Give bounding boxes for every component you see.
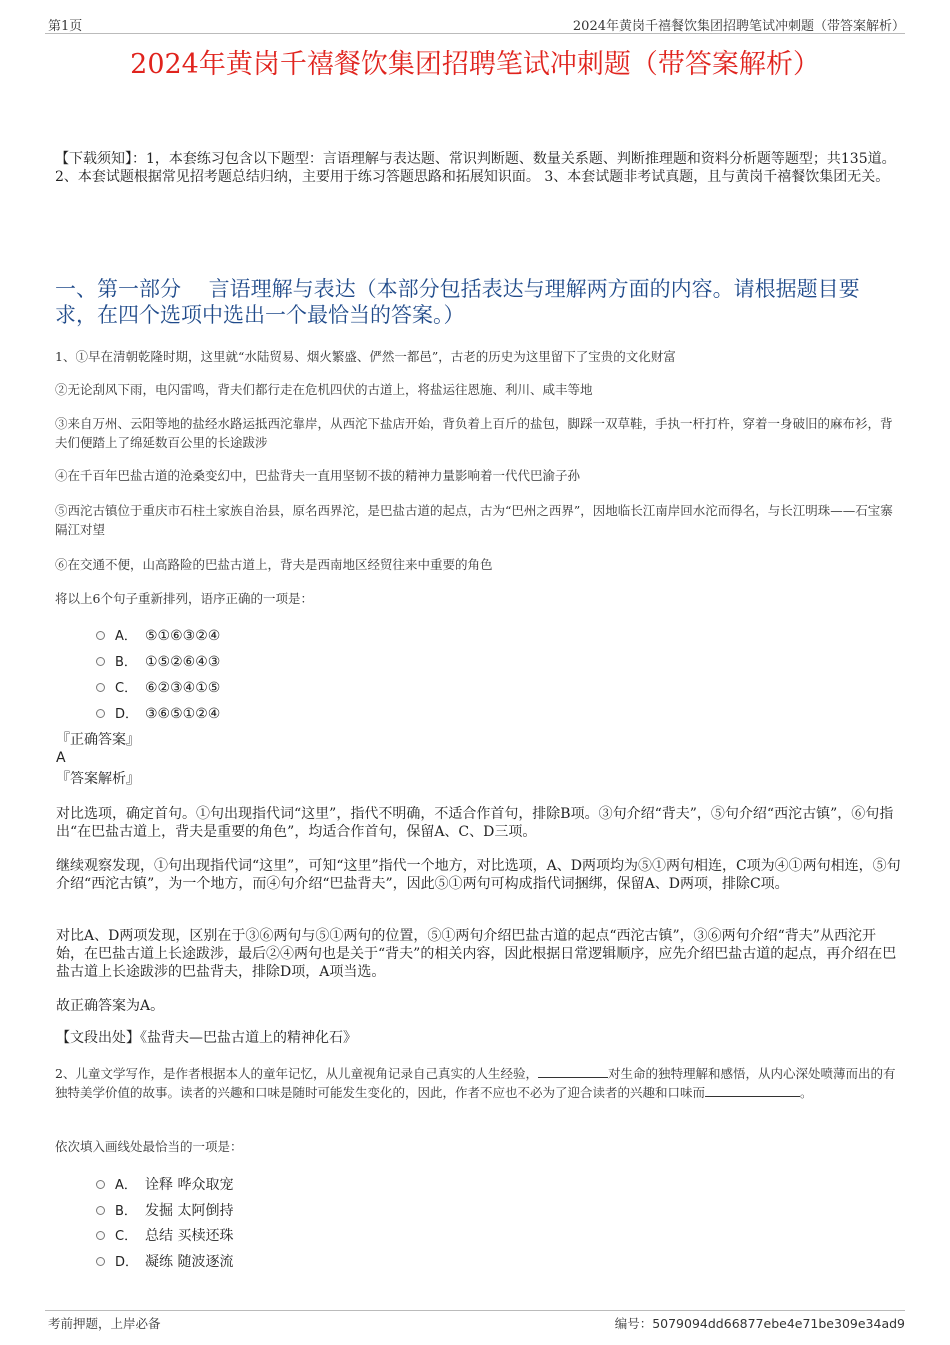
analysis-title: 『答案解析』: [56, 771, 140, 787]
q1-sentence-3: ③来自万州、云阳等地的盐经水路运抵西沱靠岸，从西沱下盐店开始，背负着上百斤的盐包，脚踩一双草鞋，手执一杆打杵，穿着一身破旧的麻布衫，背夫们便踏上了绵延数百公里的长途跋涉: [55, 416, 893, 450]
q1-sentence-1: 1、①早在清朝乾隆时期，这里就“水陆贸易、烟火繁盛、俨然一都邑”，古老的历史为这里留下了宝贵的文化财富: [55, 349, 676, 364]
analysis-paragraph: 故正确答案为A。: [56, 998, 165, 1014]
q1-option-b[interactable]: B． ①⑤②⑥④③: [96, 651, 220, 670]
radio-icon[interactable]: [96, 657, 105, 666]
header-divider: [45, 33, 905, 34]
fill-blank-1: [538, 1065, 608, 1078]
q2-option-c[interactable]: C． 总结 买椟还珠: [96, 1225, 233, 1245]
page-number: 第1页: [48, 19, 83, 34]
q1-option-c[interactable]: C． ⑥②③④①⑤: [96, 677, 220, 696]
radio-icon[interactable]: [96, 709, 105, 718]
analysis-paragraph: 继续观察发现，①句出现指代词“这里”，可知“这里”指代一个地方，对比选项，A、D两项均为⑤①两句相连，C项为④①两句相连，⑤句介绍“西沱古镇”，为一个地方，而④句介绍“巴盐背夫”，因此⑤①两句可构成指代词捆绑，保留A、D两项，排除C项。: [56, 858, 901, 892]
footer-slogan: 考前押题，上岸必备: [48, 1316, 161, 1331]
radio-icon[interactable]: [96, 1257, 105, 1266]
header-doc-title: 2024年黄岗千禧餐饮集团招聘笔试冲刺题（带答案解析）: [572, 19, 905, 34]
q1-sentence-4: ④在千百年巴盐古道的沧桑变幻中，巴盐背夫一直用坚韧不拔的精神力量影响着一代代巴渝子孙: [55, 468, 581, 483]
radio-icon[interactable]: [96, 1231, 105, 1240]
radio-icon[interactable]: [96, 631, 105, 640]
section-heading: 一、第一部分 言语理解与表达（本部分包括表达与理解两方面的内容。请根据题目要求，在四个选项中选出一个最恰当的答案。）: [55, 277, 860, 327]
page-title: 2024年黄岗千禧餐饮集团招聘笔试冲刺题（带答案解析）: [130, 49, 820, 80]
footer-divider: [45, 1310, 905, 1311]
q2-option-b[interactable]: B． 发掘 太阿倒持: [96, 1200, 233, 1220]
q1-option-d[interactable]: D． ③⑥⑤①②④: [96, 703, 220, 722]
download-notice: 【下载须知】：1，本套练习包含以下题型：言语理解与表达题、常识判断题、数量关系题、判断推理题和资料分析题等题型；共135道。 2、本套试题根据常见招考题总结归纳，主要用于练习答题思路和拓展知识面。 3、本套试题非考试真题，且与黄岗千禧餐饮集团无关。: [55, 151, 896, 185]
q2-text: 2、儿童文学写作，是作者根据本人的童年记忆，从儿童视角记录自己真实的人生经验， 对生命的独特理解和感悟，从内心深处喷薄而出的有独特美学价值的故事。读者的兴趣和口味是随时可能发生变化的，因此，作者不应也不必为了迎合读者的兴趣和口味而 。: [55, 1066, 896, 1100]
answer-title: 『正确答案』: [56, 732, 140, 748]
fill-blank-2: [705, 1084, 800, 1097]
q2-option-a[interactable]: A． 诠释 哗众取宠: [96, 1174, 233, 1194]
radio-icon[interactable]: [96, 683, 105, 692]
analysis-paragraph: 对比A、D两项发现，区别在于③⑥两句与⑤①两句的位置，⑤①两句介绍巴盐古道的起点“西沱古镇”，③⑥两句介绍“背夫”从西沱开始，在巴盐古道上长途跋涉，最后②④两句也是关于“背夫”的相关内容，因此根据日常逻辑顺序，应先介绍巴盐古道的起点，再介绍在巴盐古道上长途跋涉的巴盐背夫，排除D项，A项当选。: [56, 928, 897, 980]
q1-sentence-5: ⑤西沱古镇位于重庆市石柱土家族自治县，原名西界沱，是巴盐古道的起点，古为“巴州之西界”，因地临长江南岸回水沱而得名，与长江明珠——石宝寨隔江对望: [55, 503, 893, 537]
q2-option-d[interactable]: D． 凝练 随波逐流: [96, 1251, 233, 1271]
radio-icon[interactable]: [96, 1206, 105, 1215]
q1-sentence-6: ⑥在交通不便，山高路险的巴盐古道上，背夫是西南地区经贸往来中重要的角色: [55, 557, 493, 572]
source-note: 【文段出处】《盐背夫—巴盐古道上的精神化石》: [56, 1030, 357, 1046]
radio-icon[interactable]: [96, 1180, 105, 1189]
analysis-paragraph: 对比选项，确定首句。①句出现指代词“这里”，指代不明确，不适合作首句，排除B项。③句介绍“背夫”，⑤句介绍“西沱古镇”，⑥句指出“在巴盐古道上，背夫是重要的角色”，均适合作首句，保留A、C、D三项。: [56, 806, 894, 840]
q1-sentence-2: ②无论刮风下雨，电闪雷鸣，背夫们都行走在危机四伏的古道上，将盐运往恩施、利川、咸丰等地: [55, 382, 593, 397]
footer-code: 编号：5079094dd66877ebe4e71be309e34ad9: [614, 1316, 905, 1331]
q1-stem: 将以上6个句子重新排列，语序正确的一项是：: [55, 591, 313, 606]
q1-option-a[interactable]: A． ⑤①⑥③②④: [96, 625, 220, 644]
answer-value: A: [56, 750, 66, 766]
q2-stem: 依次填入画线处最恰当的一项是：: [55, 1139, 243, 1154]
